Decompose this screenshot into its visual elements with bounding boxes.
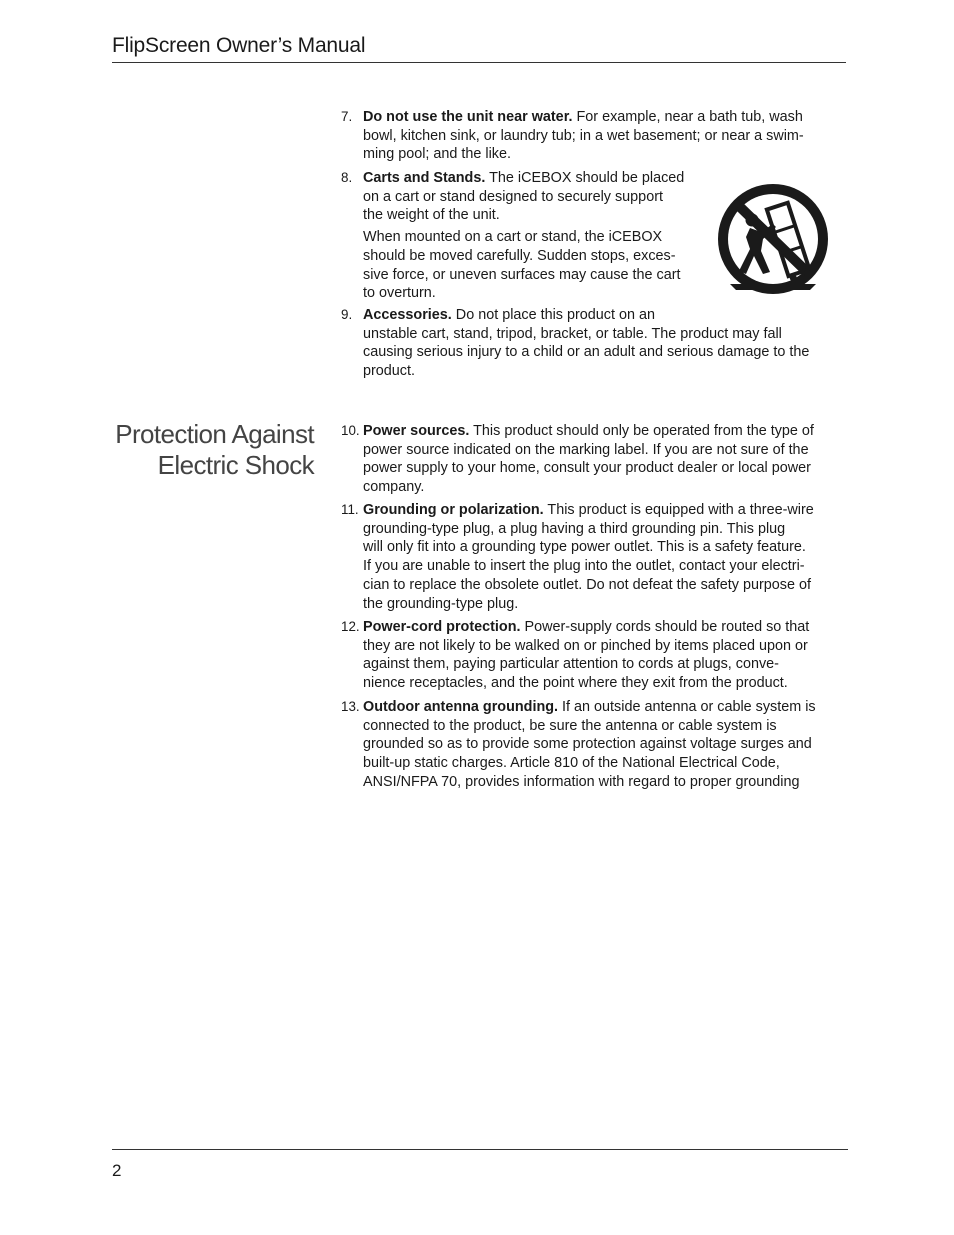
cart-tip-over-warning-icon [712, 182, 834, 300]
item-lead: Accessories. [363, 307, 452, 323]
list-item-10 [341, 422, 841, 497]
list-item-11 [341, 501, 841, 613]
page-number: 2 [112, 1161, 122, 1180]
item-text: ANSI/NFPA 70, provides information with regard to proper grounding [363, 773, 800, 790]
item-text: on a cart or stand designed to securely support [363, 188, 663, 205]
item-text: If an outside antenna or cable system is [558, 699, 816, 715]
item-text: This product is equipped with a three-wire [543, 502, 814, 518]
item-lead: Power sources. [363, 423, 470, 439]
item-text: they are not likely to be walked on or pinched by items placed upon or [363, 637, 808, 654]
item-number: 10. [341, 423, 360, 438]
item-lead: Do not use the unit near water. [363, 109, 573, 125]
section-heading-line: Electric Shock [157, 450, 314, 480]
item-text: power source indicated on the marking label. If you are not sure of the [363, 441, 809, 458]
item-number: 13. [341, 699, 360, 714]
item-text: power supply to your home, consult your product dealer or local power [363, 460, 811, 477]
item-text: built-up static charges. Article 810 of the National Electrical Code, [363, 755, 780, 772]
item-text: When mounted on a cart or stand, the iCEBOX [363, 229, 663, 246]
footer-rule [112, 1149, 848, 1150]
list-item-9 [341, 306, 841, 381]
section-heading-line: Protection Against [115, 419, 314, 449]
list-item-12 [341, 618, 841, 693]
page-header-title: FlipScreen Owner’s Manual [112, 34, 366, 57]
item-number: 12. [341, 619, 360, 634]
header-rule [112, 62, 846, 63]
item-number: 8. [341, 170, 353, 185]
item-lead: Grounding or polarization. [363, 502, 544, 518]
list-item-13 [341, 698, 841, 792]
item-text: causing serious injury to a child or an adult and serious damage to the [363, 344, 810, 361]
item-text: to overturn. [363, 285, 436, 302]
item-number: 11. [341, 502, 359, 517]
item-number: 9. [341, 307, 353, 322]
item-text: For example, near a bath tub, wash [572, 109, 803, 125]
item-text: company. [363, 479, 425, 496]
item-lead: Power-cord protection. [363, 619, 521, 635]
item-text: the grounding-type plug. [363, 595, 519, 612]
item-text: Power-supply cords should be routed so that [520, 619, 810, 635]
item-text: If you are unable to insert the plug into the outlet, contact your electri- [363, 558, 805, 575]
item-text: should be moved carefully. Sudden stops, exces- [363, 247, 676, 264]
item-text: grounded so as to provide some protection against voltage surges and [363, 736, 812, 753]
list-item-7 [341, 108, 841, 164]
item-text: This product should only be operated from the type of [469, 423, 814, 439]
section-heading [0, 419, 314, 481]
item-text: unstable cart, stand, tripod, bracket, or table. The product may fall [363, 325, 782, 342]
item-text: grounding-type plug, a plug having a third grounding pin. This plug [363, 520, 786, 537]
item-text: connected to the product, be sure the antenna or cable system is [363, 717, 777, 734]
item-text: ming pool; and the like. [363, 146, 511, 163]
item-text: nience receptacles, and the point where they exit from the product. [363, 675, 788, 692]
item-text: cian to replace the obsolete outlet. Do not defeat the safety purpose of [363, 576, 812, 593]
item-text: The iCEBOX should be placed [485, 170, 685, 186]
item-lead: Outdoor antenna grounding. [363, 699, 559, 715]
item-text: the weight of the unit. [363, 207, 500, 224]
item-number: 7. [341, 109, 353, 124]
item-text: product. [363, 363, 415, 380]
item-text: will only fit into a grounding type power outlet. This is a safety feature. [363, 539, 806, 556]
item-text: sive force, or uneven surfaces may cause the cart [363, 266, 681, 283]
item-text: against them, paying particular attention to cords at plugs, conve- [363, 656, 779, 673]
item-text: bowl, kitchen sink, or laundry tub; in a wet basement; or near a swim- [363, 127, 804, 144]
item-lead: Carts and Stands. [363, 170, 486, 186]
item-text: Do not place this product on an [451, 307, 656, 323]
